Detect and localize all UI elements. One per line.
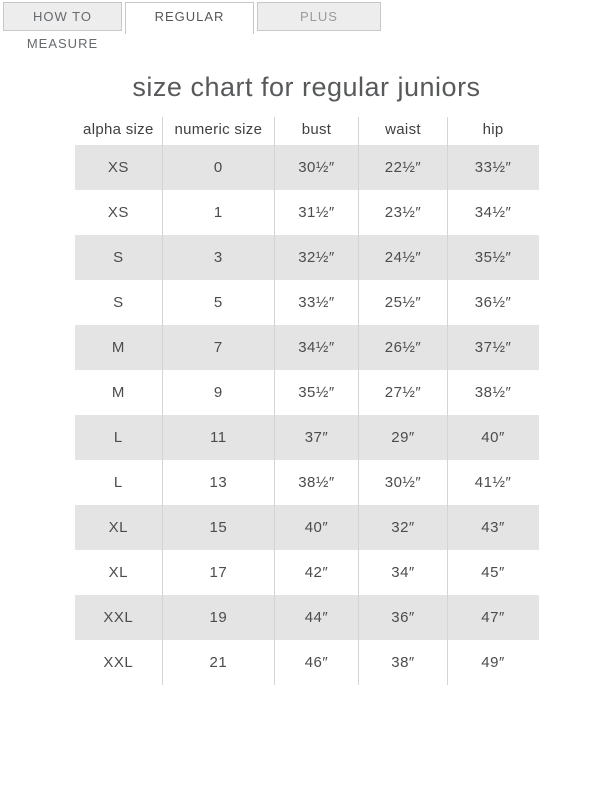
table-body: [75, 145, 539, 685]
table-cell: 49″: [447, 640, 538, 685]
table-cell: 26½″: [359, 325, 447, 370]
table-cell: 35½″: [274, 370, 359, 415]
column-header: hip: [447, 117, 538, 145]
table-cell: 25½″: [359, 280, 447, 325]
table-cell: M: [111, 384, 125, 401]
table-row: [75, 505, 539, 550]
table-cell: 45″: [447, 550, 538, 595]
table-cell: 13: [163, 460, 274, 505]
tab-how-to-measure[interactable]: HOW TO MEASURE: [3, 2, 122, 31]
table-row: [75, 280, 539, 325]
table-cell: 19: [163, 595, 274, 640]
table-cell: S: [113, 249, 124, 266]
table-cell: 30½″: [274, 145, 359, 190]
size-chart-table: [75, 117, 539, 685]
table-row: [75, 235, 539, 280]
table-row: [75, 595, 539, 640]
column-header: numeric size: [163, 117, 274, 145]
table-cell: 46″: [274, 640, 359, 685]
table-cell: M: [111, 339, 125, 356]
table-row: [75, 460, 539, 505]
table-row: [75, 325, 539, 370]
column-header: bust: [274, 117, 359, 145]
table-header-row: [75, 117, 539, 145]
table-cell: 38″: [359, 640, 447, 685]
table-cell: 38½″: [274, 460, 359, 505]
table-cell: 37½″: [447, 325, 538, 370]
table-row: [75, 370, 539, 415]
tab-plus[interactable]: PLUS: [257, 2, 381, 31]
column-header: waist: [359, 117, 447, 145]
table-cell: 33½″: [274, 280, 359, 325]
table-cell: 24½″: [359, 235, 447, 280]
table-cell: XS: [107, 204, 129, 221]
table-cell: 44″: [274, 595, 359, 640]
table-row: [75, 190, 539, 235]
table-cell: 30½″: [359, 460, 447, 505]
table-cell: 3: [163, 235, 274, 280]
table-cell: 32″: [359, 505, 447, 550]
table-cell: 42″: [274, 550, 359, 595]
column-header: alpha size: [83, 121, 154, 138]
table-row: [75, 415, 539, 460]
table-cell: 35½″: [447, 235, 538, 280]
table-cell: 5: [163, 280, 274, 325]
table-cell: S: [113, 294, 124, 311]
table-cell: 33½″: [447, 145, 538, 190]
table-row: [75, 145, 539, 190]
table-cell: 27½″: [359, 370, 447, 415]
table-cell: 9: [163, 370, 274, 415]
table-cell: XS: [107, 159, 129, 176]
table-cell: XXL: [103, 609, 134, 626]
table-cell: 41½″: [447, 460, 538, 505]
table-cell: L: [113, 429, 123, 446]
tab-bar: [0, 0, 613, 51]
table-cell: 15: [163, 505, 274, 550]
table-cell: 36″: [359, 595, 447, 640]
table-cell: 40″: [447, 415, 538, 460]
table-cell: 7: [163, 325, 274, 370]
table-cell: 34″: [359, 550, 447, 595]
table-cell: 29″: [359, 415, 447, 460]
page-title: size chart for regular juniors: [132, 72, 481, 102]
table-cell: 21: [163, 640, 274, 685]
table-cell: 34½″: [447, 190, 538, 235]
table-cell: 47″: [447, 595, 538, 640]
table-cell: 31½″: [274, 190, 359, 235]
table-cell: 36½″: [447, 280, 538, 325]
table-cell: 23½″: [359, 190, 447, 235]
table-row: [75, 550, 539, 595]
table-cell: 17: [163, 550, 274, 595]
table-cell: 32½″: [274, 235, 359, 280]
table-cell: 40″: [274, 505, 359, 550]
table-cell: 43″: [447, 505, 538, 550]
table-cell: XXL: [103, 654, 134, 671]
table-cell: 11: [163, 415, 274, 460]
table-cell: 37″: [274, 415, 359, 460]
table-cell: XL: [108, 564, 128, 581]
table-cell: 38½″: [447, 370, 538, 415]
table-cell: L: [113, 474, 123, 491]
table-cell: 0: [163, 145, 274, 190]
table-cell: 34½″: [274, 325, 359, 370]
tab-regular[interactable]: REGULAR: [125, 2, 254, 34]
table-cell: 1: [163, 190, 274, 235]
table-cell: 22½″: [359, 145, 447, 190]
table-cell: XL: [108, 519, 128, 536]
table-row: [75, 640, 539, 685]
